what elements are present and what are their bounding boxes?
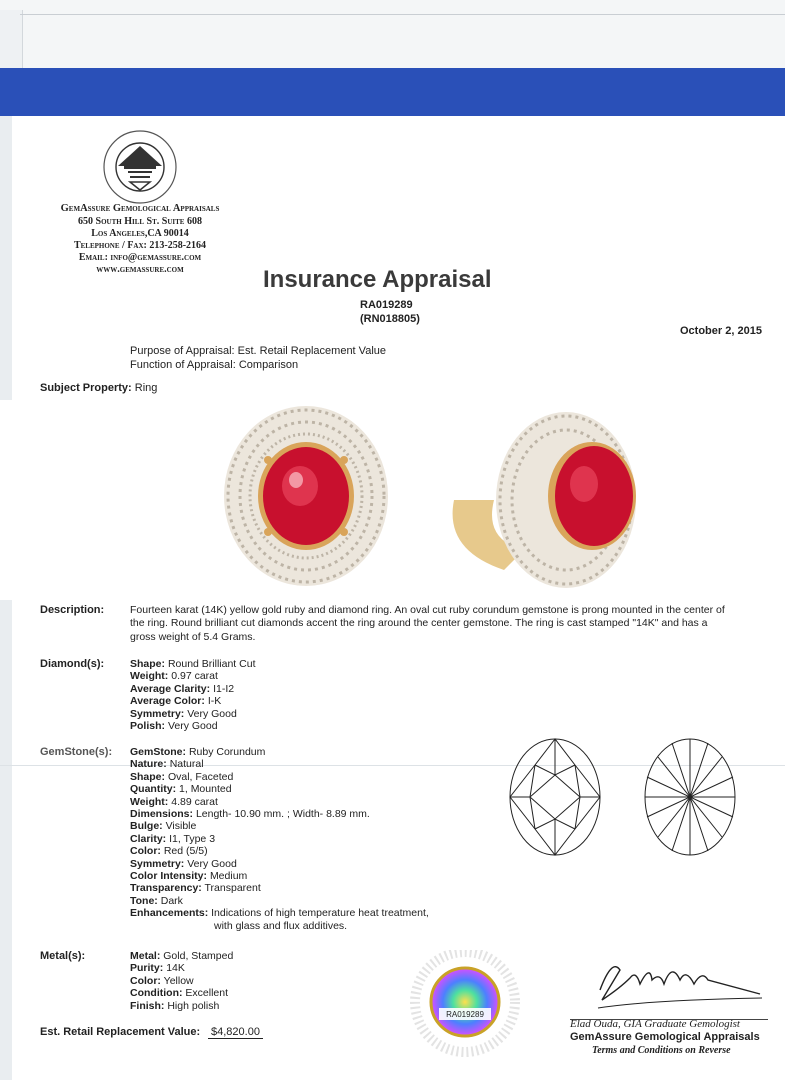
gemstone-field-value: Very Good <box>187 857 237 870</box>
gemstone-field-key: Weight: <box>130 795 169 808</box>
ring-photo-side <box>424 400 654 596</box>
diamonds-field-row <box>130 708 237 720</box>
diamonds-field-value: Very Good <box>187 707 237 720</box>
metal-field-value: Gold, Stamped <box>163 950 234 962</box>
gemstone-field-key: Enhancements: <box>130 907 209 920</box>
diamonds-field-value: Round Brilliant Cut <box>167 658 256 670</box>
gemstone-field-row <box>130 870 247 882</box>
metal-field-row <box>130 987 228 999</box>
value-label: Est. Retail Replacement Value: <box>40 1026 201 1038</box>
diamonds-field-row <box>130 695 221 707</box>
gemstone-field-row <box>130 796 218 808</box>
gemstone-field-key: Bulge: <box>130 820 163 833</box>
company-seal-logo <box>100 128 180 206</box>
metal-field-value: Yellow <box>163 974 194 987</box>
diamonds-label: Diamond(s): <box>40 658 105 670</box>
diamonds-field-value: I1-I2 <box>213 682 235 695</box>
metal-field-key: Color: <box>130 974 161 987</box>
metal-field-row <box>130 1000 219 1012</box>
header-band <box>0 68 785 116</box>
gemstone-field-value: Length- 10.90 mm. ; Width- 8.89 mm. <box>195 808 370 820</box>
diamonds-field-row <box>130 658 255 670</box>
gemstone-field-row <box>130 907 429 919</box>
terms-and-conditions: Terms and Conditions on Reverse <box>592 1045 731 1056</box>
scan-paper-edge <box>0 10 23 68</box>
gemstone-field-value: I1, Type 3 <box>169 832 216 845</box>
gemstone-field-key: Shape: <box>130 770 166 783</box>
diamonds-field-key: Weight: <box>130 670 169 683</box>
subject-property <box>40 382 157 394</box>
gemstone-field-value: 4.89 carat <box>171 795 218 808</box>
gemstone-field-value: Visible <box>165 820 197 833</box>
gemstone-field-value: Ruby Corundum <box>188 746 266 758</box>
gemstone-field-key: Clarity: <box>130 832 167 845</box>
gemstone-field-row <box>130 858 237 870</box>
diamonds-field-row <box>130 683 234 695</box>
gemstone-field-key: Tone: <box>130 894 158 907</box>
description-line2: the ring. Round brilliant cut diamonds accent the ring around the center gemstone. The ring is cast stamped "14K" and has a <box>130 617 708 629</box>
gemstone-label: GemStone(s): <box>40 746 113 758</box>
gemstone-field-row <box>130 895 183 907</box>
company-website: www.gemassure.com <box>96 264 184 275</box>
metal-field-value: 14K <box>166 962 185 975</box>
appraisal-date: October 2, 2015 <box>680 325 762 337</box>
gemstone-field-row <box>130 833 215 845</box>
gemstone-field-value: Medium <box>209 870 248 882</box>
metal-field-key: Condition: <box>130 987 183 1000</box>
oval-crown-diagram <box>505 735 605 860</box>
gemstone-field-value: Oval, Faceted <box>167 770 234 783</box>
signer-name: Elad Ouda, GIA Graduate Gemologist <box>570 1018 740 1030</box>
metal-field-key: Metal: <box>130 950 161 962</box>
metal-field-value: High polish <box>167 999 220 1012</box>
enhancements-line2: with glass and flux additives. <box>214 920 348 932</box>
metal-field-value: Excellent <box>185 987 229 1000</box>
scan-background <box>0 0 785 68</box>
reference-number: (RN018805) <box>360 313 420 325</box>
ring-photo-front <box>216 400 396 592</box>
diamonds-field-value: 0.97 carat <box>171 670 218 683</box>
gemstone-field-row <box>130 783 232 795</box>
handwritten-signature <box>590 950 765 1018</box>
gemstone-field-row <box>130 771 233 783</box>
gemstone-field-row <box>130 758 204 770</box>
description-line3: gross weight of 5.4 Grams. <box>130 631 256 643</box>
gemstone-field-value: Dark <box>160 894 183 907</box>
gemstone-field-row <box>130 882 261 894</box>
diamonds-field-key: Average Color: <box>130 695 205 708</box>
gemstone-field-value: Indications of high temperature heat treatment, <box>211 907 429 920</box>
metal-field-row <box>130 962 185 974</box>
subject-property-label: Subject Property: <box>40 382 132 394</box>
diamonds-field-key: Polish: <box>130 720 166 732</box>
purpose-of-appraisal: Purpose of Appraisal: Est. Retail Replacement Value <box>130 345 386 357</box>
diamonds-field-row <box>130 670 218 682</box>
metal-field-key: Purity: <box>130 962 164 975</box>
diamonds-field-value: I-K <box>207 695 222 708</box>
gemstone-field-value: Transparent <box>204 882 261 895</box>
gemstone-field-key: Symmetry: <box>130 857 185 870</box>
scan-paper-line <box>20 14 785 15</box>
metal-field-key: Finish: <box>130 999 165 1012</box>
retail-value-amount: $4,820.00 <box>208 1026 263 1039</box>
diamonds-field-key: Shape: <box>130 658 166 670</box>
gemstone-field-row <box>130 820 196 832</box>
gemstone-field-key: Quantity: <box>130 783 177 796</box>
gemstone-field-key: Nature: <box>130 758 167 771</box>
oval-pavilion-diagram <box>640 735 740 860</box>
company-email: Email: info@gemassure.com <box>78 252 202 263</box>
company-phone: Telephone / Fax: 213-258-2164 <box>73 240 207 251</box>
diamonds-field-row <box>130 720 218 732</box>
document-title: Insurance Appraisal <box>263 266 492 293</box>
gemstone-field-value: Natural <box>169 758 204 771</box>
gemstone-field-row <box>130 845 208 857</box>
gemstone-field-key: Transparency: <box>130 882 202 895</box>
diamonds-field-value: Very Good <box>167 720 218 732</box>
company-address-line1: 650 South Hill St. Suite 608 <box>78 216 202 227</box>
description-line1: Fourteen karat (14K) yellow gold ruby and diamond ring. An oval cut ruby corundum gemstone is prong mounted in the center of <box>130 604 725 616</box>
hologram-seal <box>395 950 535 1060</box>
gemstone-field-key: Dimensions: <box>130 808 194 820</box>
metal-field-row <box>130 975 194 987</box>
diamonds-field-key: Average Clarity: <box>130 682 211 695</box>
gemstone-field-value: 1, Mounted <box>179 783 232 796</box>
metal-field-row <box>130 950 233 962</box>
gemstone-field-key: Color Intensity: <box>130 870 208 882</box>
company-name: GemAssure Gemological Appraisals <box>60 203 220 214</box>
gemstone-field-value: Red (5/5) <box>163 845 208 858</box>
gemstone-field-row <box>130 808 370 820</box>
function-of-appraisal: Function of Appraisal: Comparison <box>130 359 299 371</box>
company-address-line2: Los Angeles,CA 90014 <box>91 228 189 239</box>
metals-label: Metal(s): <box>40 950 86 962</box>
appraisal-number: RA019289 <box>360 299 413 311</box>
description-label: Description: <box>40 604 105 616</box>
diamonds-field-key: Symmetry: <box>130 707 185 720</box>
hologram-code: RA019289 <box>446 1010 484 1019</box>
gemstone-field-key: Color: <box>130 845 161 858</box>
signer-company: GemAssure Gemological Appraisals <box>570 1031 760 1043</box>
subject-property-value: Ring <box>134 382 158 394</box>
gemstone-field-row <box>130 746 265 758</box>
gemstone-field-key: GemStone: <box>130 746 187 758</box>
